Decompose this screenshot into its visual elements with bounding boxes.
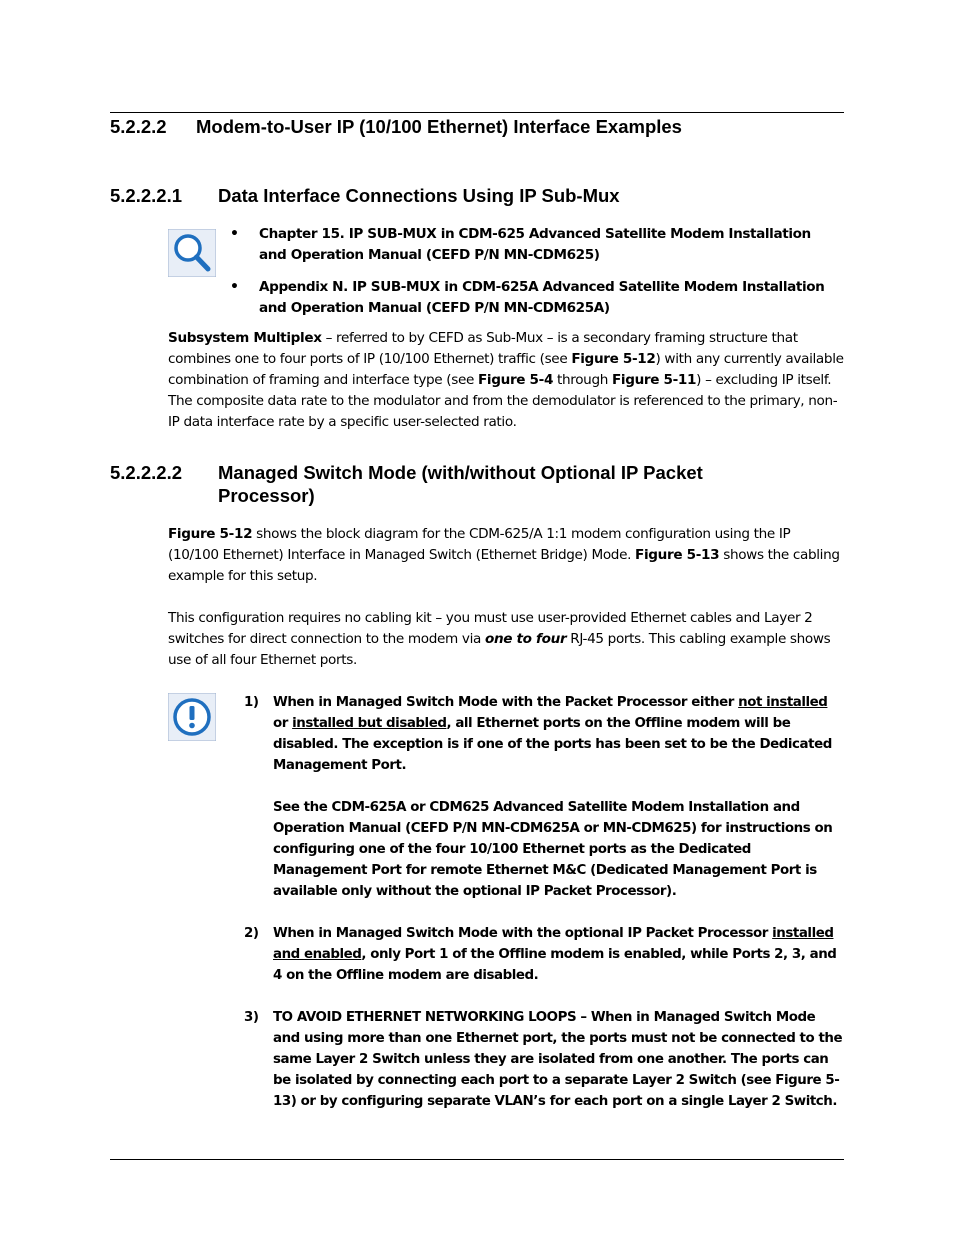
reference-item: • Chapter 15. IP SUB-MUX in CDM-625 Advanced Satellite Modem Installation and Operation Manual (CEFD P/N MN-CDM625)	[230, 224, 830, 266]
figure-ref[interactable]: Figure 5-4	[477, 372, 554, 388]
notice-item: 1) When in Managed Switch Mode with the Packet Processor either not installed or installed but disabled, all Ethernet ports on the Offline modem will be disabled. The exception is if one of the ports has been set to be the Dedicated Management Port. See the CDM-625A or CDM625 Advanced Satellite Modem Installation and Operation Manual (CEFD P/N MN-CDM625A or MN-CDM625) for instructions on configuring one of the four 10/100 Ethernet ports as the Dedicated Management Port for remote Ethernet M&C (Dedicated Management Port is available only without the optional IP Packet Processor).	[244, 695, 833, 899]
section-heading-5-2-2-2	[110, 115, 844, 139]
cabling-paragraph: This configuration requires no cabling kit – you must use user-provided Ethernet cables and Layer 2 switches for direct connection to the modem via one to four RJ-45 ports. This cabling example shows use of all four Ethernet ports.	[168, 610, 831, 668]
exclamation-icon	[168, 693, 216, 741]
header-rule	[110, 112, 844, 113]
section-title: Modem-to-User IP (10/100 Ethernet) Interface Examples	[196, 116, 682, 137]
section-number: 5.2.2.2.1	[110, 185, 183, 206]
section-title: Managed Switch Mode (with/without Optional IP Packet Processor)	[218, 462, 703, 506]
section-number: 5.2.2.2	[110, 116, 167, 137]
notice-item: 2) When in Managed Switch Mode with the optional IP Packet Processor installed and enabled, only Port 1 of the Offline modem is enabled, while Ports 2, 3, and 4 on the Offline modem are disabled.	[244, 926, 837, 983]
figure-ref[interactable]: Figure 5-11	[611, 372, 697, 388]
footer-rule	[110, 1159, 844, 1160]
magnifier-icon	[168, 229, 216, 277]
submux-paragraph: Subsystem Multiplex – referred to by CEFD as Sub-Mux – is a secondary framing structure that combines one to four ports of IP (10/100 Ethernet) traffic (see Figure 5-12) with any currently available combination of framing and interface type (see Figure 5-4 through Figure 5-11) – excluding IP itself. The composite data rate to the modulator and from the demodulator is referenced to the primary, non-IP data interface rate by a specific user-selected ratio.	[168, 330, 844, 430]
figure-ref[interactable]: Figure 5-13	[635, 547, 720, 563]
section-heading-5-2-2-2-2	[110, 461, 844, 507]
section-title: Data Interface Connections Using IP Sub-Mux	[218, 185, 620, 206]
reference-list	[230, 224, 830, 330]
notice-list	[244, 692, 844, 1133]
reference-item: • Appendix N. IP SUB-MUX in CDM-625A Advanced Satellite Modem Installation and Operation Manual (CEFD P/N MN-CDM625A)	[230, 277, 830, 319]
section-heading-5-2-2-2-1	[110, 184, 844, 208]
notice-item: 3) TO AVOID ETHERNET NETWORKING LOOPS – When in Managed Switch Mode and using more than one Ethernet port, the ports must not be connected to the same Layer 2 Switch unless they are isolated from one another. The ports can be isolated by connecting each port to a separate Layer 2 Switch (see Figure 5-13) or by configuring separate VLAN’s for each port on a single Layer 2 Switch.	[244, 1010, 843, 1109]
section-number: 5.2.2.2.2	[110, 462, 183, 483]
figure-ref[interactable]: Figure 5-12	[571, 351, 656, 367]
figure-ref[interactable]: Figure 5-12	[168, 526, 253, 542]
block-diagram-paragraph: Figure 5-12 shows the block diagram for the CDM-625/A 1:1 modem configuration using the IP (10/100 Ethernet) Interface in Managed Switch (Ethernet Bridge) Mode. Figure 5-13 shows the cabling example for this setup.	[168, 526, 840, 584]
